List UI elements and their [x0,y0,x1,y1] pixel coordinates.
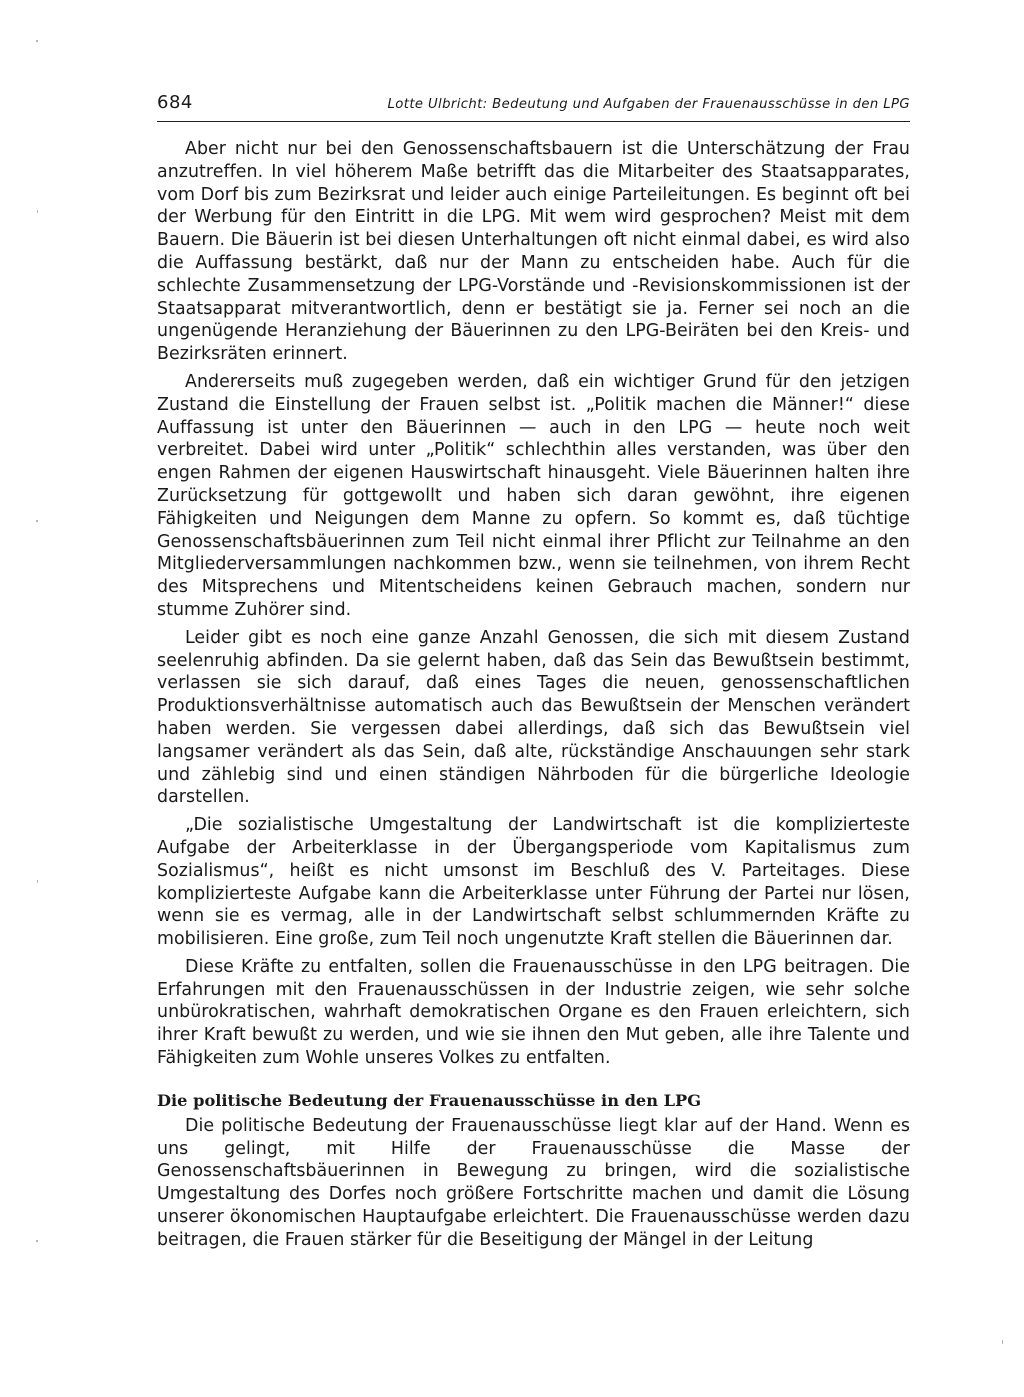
running-title: Lotte Ulbricht: Bedeutung und Aufgaben der Frauenausschüsse in den LPG [387,97,910,112]
header-rule [157,121,910,122]
section-heading: Die politische Bedeutung der Frauenausschüsse in den LPG [157,1090,702,1110]
page-header [157,92,910,120]
page-number: 684 [157,92,193,113]
body-paragraph-3: Leider gibt es noch eine ganze Anzahl Genossen, die sich mit diesem Zustand seelenruhig abfinden. Da sie gelernt haben, daß das Sein das Bewußtsein bestimmt, verlassen sie sich darauf, daß eines Tages die neuen, genossenschaftlichen Produktionsverhältnisse automatisch auch das Bewußtsein der Menschen verändert haben werden. Sie vergessen dabei allerdings, daß sich das Bewußtsein viel langsamer verändert als das Sein, daß alte, rückständige Anschauungen sehr stark und zählebig sind und einen ständigen Nährboden für die bürgerliche Ideologie darstellen. [157,627,910,808]
body-paragraph-4: „Die sozialistische Umgestaltung der Landwirtschaft ist die komplizierteste Aufgabe der Arbeiterklasse in der Übergangsperiode vom Kapitalismus zum Sozialismus“, heißt es nicht umsonst im Beschluß des V. Parteitages. Diese komplizierteste Aufgabe kann die Arbeiterklasse unter Führung der Partei nur lösen, wenn sie es vermag, alle in der Landwirtschaft selbst schlummernden Kräfte zu mobilisieren. Eine große, zum Teil noch ungenutzte Kraft stellen die Bäuerinnen dar. [157,815,910,950]
scan-speck [37,880,38,883]
document-page [157,92,910,1257]
scan-speck [36,40,38,42]
scan-speck [36,1240,38,1242]
section-paragraph: Die politische Bedeutung der Frauenausschüsse liegt klar auf der Hand. Wenn es uns gelingt, mit Hilfe der Frauenausschüsse die Masse der Genossenschaftsbäuerinnen in Bewegung zu bringen, wird die sozialistische Umgestaltung des Dorfes noch größere Fortschritte machen und damit die Lösung unserer ökonomischen Hauptaufgabe erleichtert. Die Frauenausschüsse werden dazu beitragen, die Frauen stärker für die Beseitigung der Mängel in der Leitung [157,1115,910,1250]
body-paragraph-5: Diese Kräfte zu entfalten, sollen die Frauenausschüsse in den LPG beitragen. Die Erfahrungen mit den Frauenausschüssen in der Industrie zeigen, wie sehr solche unbürokratischen, wahrhaft demokratischen Organe es den Frauen erleichtern, sich ihrer Kraft bewußt zu werden, und wie sie ihnen den Mut geben, alle ihre Talente und Fähigkeiten zum Wohle unseres Volkes zu entfalten. [157,956,910,1069]
body-paragraph-1: Aber nicht nur bei den Genossenschaftsbauern ist die Unterschätzung der Frau anzutreffen. In viel höherem Maße betrifft das die Mitarbeiter des Staatsapparates, vom Dorf bis zum Bezirksrat und leider auch einige Parteileitungen. Es beginnt oft bei der Werbung für den Eintritt in die LPG. Mit wem wird gesprochen? Meist mit dem Bauern. Die Bäuerin ist bei diesen Unterhaltungen oft nicht einmal dabei, es wird also die Auffassung bestärkt, daß nur der Mann zu entscheiden habe. Auch für die schlechte Zusammensetzung der LPG-Vorstände und -Revisionskommissionen ist der Staatsapparat mitverantwortlich, denn er bestätigt sie ja. Ferner sei noch an die ungenügende Heranziehung der Bäuerinnen zu den LPG-Beiräten bei den Kreis- und Bezirksräten erinnert. [157,139,910,365]
scan-speck [37,210,38,213]
scan-speck [36,520,38,522]
scan-speck [1002,1340,1003,1344]
body-paragraph-2: Andererseits muß zugegeben werden, daß ein wichtiger Grund für den jetzigen Zustand die Einstellung der Frauen selbst ist. „Politik machen die Männer!“ diese Auffassung ist unter den Bäuerinnen — auch in den LPG — heute noch weit verbreitet. Dabei wird unter „Politik“ schlechthin alles verstanden, was über den engen Rahmen der eigenen Hauswirtschaft hinausgeht. Viele Bäuerinnen halten ihre Zurücksetzung für gottgewollt und haben sich daran gewöhnt, ihre eigenen Fähigkeiten und Neigungen dem Manne zu opfern. So kommt es, daß tüchtige Genossenschaftsbäuerinnen zum Teil nicht einmal ihrer Pflicht zur Teilnahme an den Mitgliederversammlungen nachkommen bzw., wenn sie teilnehmen, von ihrem Recht des Mitsprechens und Mitentscheidens keinen Gebrauch machen, sondern nur stumme Zuhörer sind. [157,371,910,620]
